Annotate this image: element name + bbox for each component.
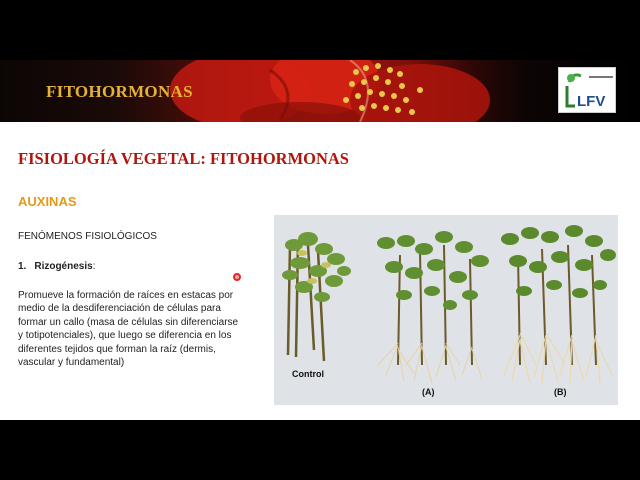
list-item-title	[18, 261, 95, 272]
list-item-number: 1.	[18, 261, 27, 272]
figure-label-a: (A)	[422, 387, 435, 397]
letterbox-bottom	[0, 420, 640, 480]
body-paragraph: Promueve la formación de raíces en estacas por medio de la desdiferenciación de células para formar un callo (masa de células sin diferenciarse y totipotenciales), que luego se diferencia en los diferentes tejidos que forman la raíz (dermis, vascular y fundamental)	[18, 290, 239, 369]
figure-label-b: (B)	[554, 387, 567, 397]
letterbox-top	[0, 0, 640, 60]
list-item-colon: :	[92, 261, 96, 272]
banner-title: FITOHORMONAS	[46, 82, 193, 101]
presentation-slide	[0, 60, 640, 420]
section-heading: AUXINAS	[18, 194, 77, 209]
logo-text: LFV	[577, 93, 606, 110]
plant-cuttings-figure	[274, 215, 618, 405]
subsection-heading: FENÓMENOS FISIOLÓGICOS	[18, 231, 157, 242]
slide-banner	[0, 60, 640, 122]
figure-label-control: Control	[292, 369, 324, 379]
lab-logo	[558, 67, 616, 113]
pointer-cursor-icon	[233, 273, 241, 281]
list-item-label: Rizogénesis	[34, 261, 93, 272]
slide-title: FISIOLOGÍA VEGETAL: FITOHORMONAS	[18, 149, 349, 168]
